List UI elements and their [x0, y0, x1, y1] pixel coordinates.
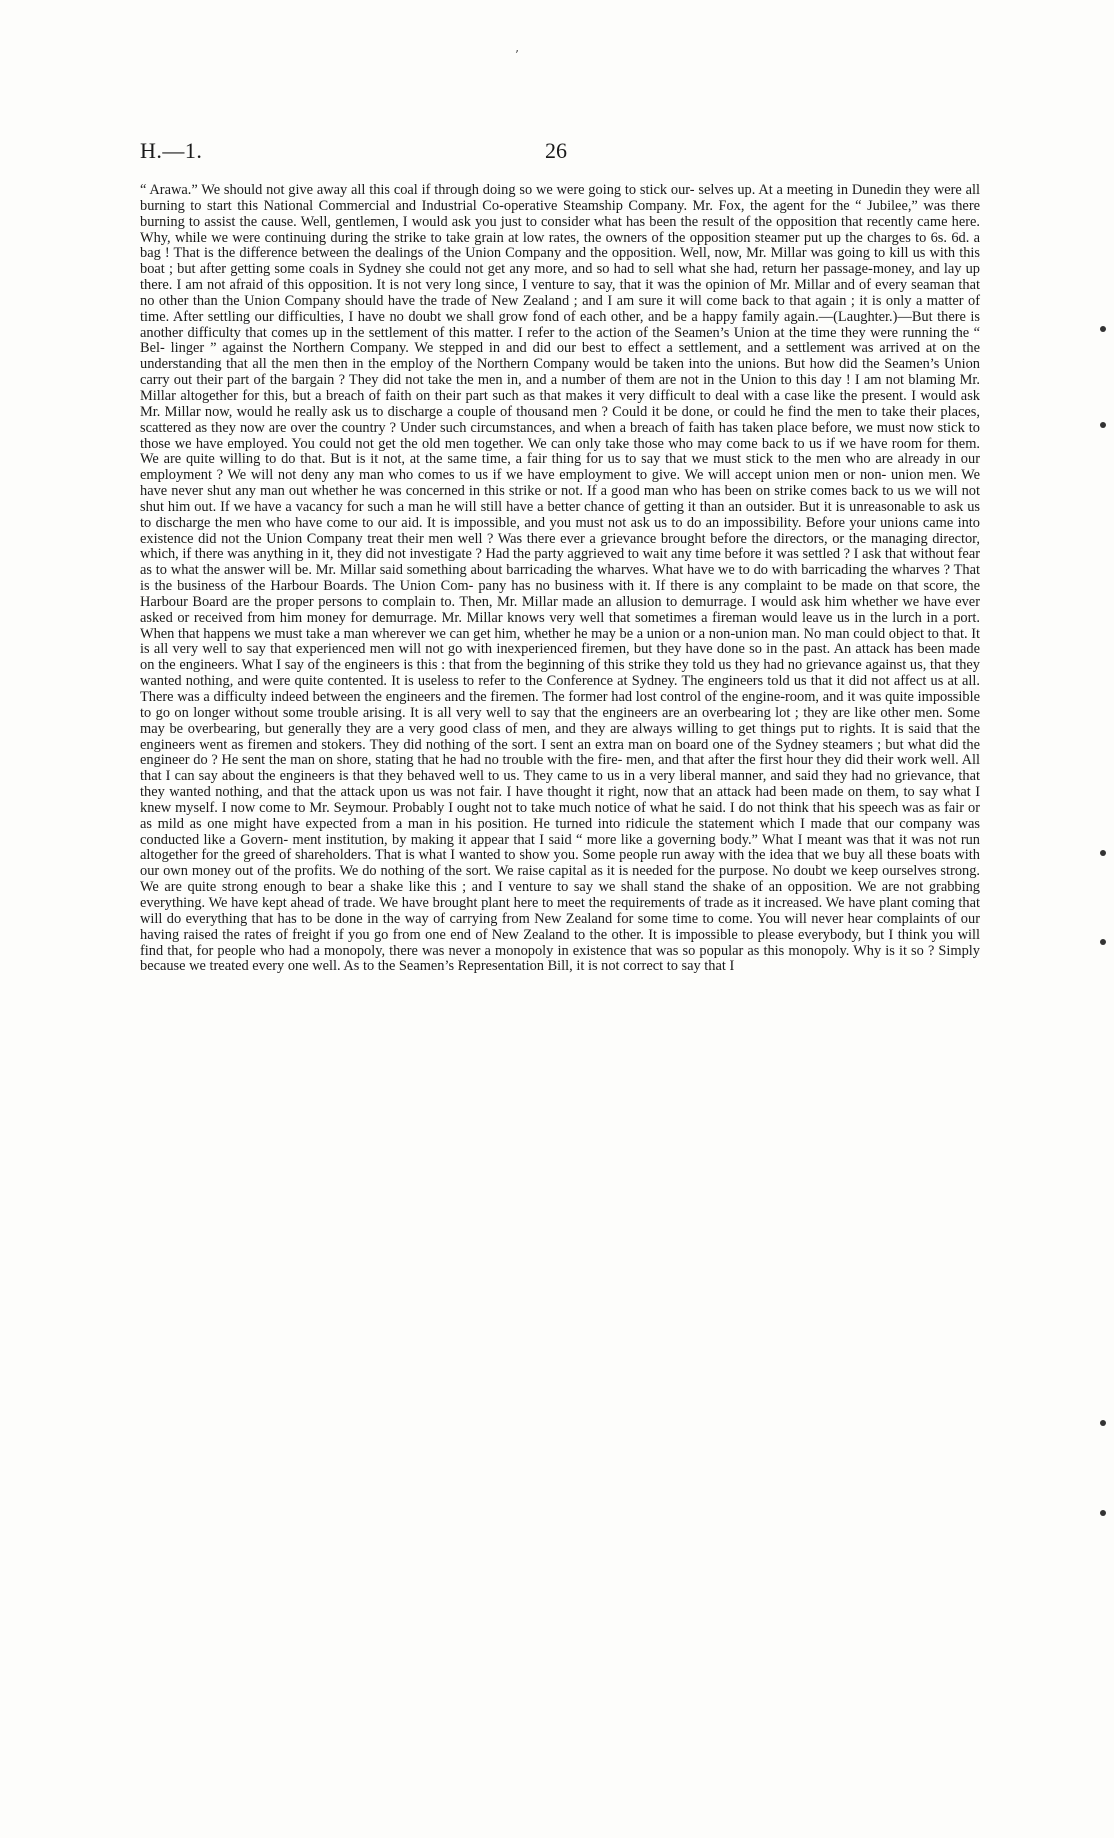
binding-hole-mark — [1100, 1510, 1106, 1516]
section-reference: H.—1. — [140, 138, 203, 163]
page-header — [140, 138, 980, 168]
binding-hole-mark — [1100, 1420, 1106, 1426]
binding-hole-mark — [1100, 326, 1106, 332]
page-number: 26 — [545, 138, 567, 163]
stray-ink-mark: ’ — [515, 48, 519, 62]
binding-hole-mark — [1100, 939, 1106, 945]
binding-hole-mark — [1100, 850, 1106, 856]
body-paragraph: “ Arawa.” We should not give away all this coal if through doing so we were going to stick our- selves up. At a meeting in Dunedin they were all burning to start this National Commercial and Industrial Co-operative Steamship Company. Mr. Fox, the agent for the “ Jubilee,” was there burning to assist the cause. Well, gentlemen, I would ask you just to consider what has been the result of the opposition that recently came here. Why, while we were continuing during the strike to take grain at low rates, the owners of the opposition steamer put up the charges to 6s. 6d. a bag ! That is the difference between the dealings of the Union Company and the opposition. Well, now, Mr. Millar was going to kill us with this boat ; but after getting some coals in Sydney she could not get any more, and so had to sell what she had, return her passage-money, and lay up there. I am not afraid of this opposition. It is not very long since, I venture to say, that it was the opinion of Mr. Millar and of every seaman that no other than the Union Company should have the trade of New Zealand ; and I am sure it will come back to that again ; it is only a matter of time. After settling our difficulties, I have no doubt we shall grow fond of each other, and be a happy family again.—(Laughter.)—But there is another difficulty that comes up in the settlement of this matter. I refer to the action of the Seamen’s Union at the time they were running the “ Bel- linger ” against the Northern Company. We stepped in and did our best to effect a settlement, and a settlement was arrived at on the understanding that all the men then in the employ of the Northern Company would be taken into the unions. But how did the Seamen’s Union carry out their part of the bargain ? They did not take the men in, and a number of them are not in the Union to this day ! I am not blaming Mr. Millar altogether for this, but a breach of faith on their part such as that makes it very difficult to deal with a case like the present. I would ask Mr. Millar now, would he really ask us to discharge a couple of thousand men ? Could it be done, or could he find the men to take their places, scattered as they now are over the country ? Under such circumstances, and when a breach of faith has taken place before, we must now stick to those we have employed. You could not get the old men together. We can only take those who may come back to us if we have room for them. We are quite willing to do that. But is it not, at the same time, a fair thing for us to say that we must stick to the men who are already in our employment ? We will not deny any man who comes to us if we have employment to give. We will accept union men or non- union men. We have never shut any man out whether he was concerned in this strike or not. If a good man who has been on strike comes back to us we will not shut him out. If we have a vacancy for such a man he will still have a better chance of getting it than an outsider. But it is unreasonable to ask us to discharge the men who have come to our aid. It is impossible, and you must not ask us to do an impossibility. Before your unions came into existence did not the Union Company treat their men well ? Was there ever a grievance brought before the directors, or the managing director, which, if there was anything in it, they did not investigate ? Had the party aggrieved to wait any time before it was settled ? I ask that without fear as to what the answer will be. Mr. Millar said something about barricading the wharves. What have we to do with barricading the wharves ? That is the business of the Harbour Boards. The Union Com- pany has no business with it. If there is any complaint to be made on that score, the Harbour Board are the proper persons to complain to. Then, Mr. Millar made an allusion to demurrage. I would ask him whether we have ever asked or received from him money for demurrage. Mr. Millar knows very well that sometimes a fireman would leave us in the lurch in a port. When that happens we must take a man wherever we can get him, whether he may be a union or a non-union man. No man could object to that. It is all very well to say that experienced men will not go with inexperienced firemen, but they have done so in the past. An attack has been made on the engineers. What I say of the engineers is this : that from the beginning of this strike they told us they had no grievance against us, that they wanted nothing, and were quite contented. It is useless to refer to the Conference at Sydney. The engineers told us that it did not affect us at all. There was a difficulty indeed between the engineers and the firemen. The former had lost control of the engine-room, and it was quite impossible to go on longer without some trouble arising. It is all very well to say that the engineers are an overbearing lot ; they are like other men. Some may be overbearing, but generally they are a very good class of men, and they are always willing to get things put to rights. It is said that the engineers went as firemen and stokers. They did nothing of the sort. I sent an extra man on board one of the Sydney steamers ; but what did the engineer do ? He sent the man on shore, stating that he had no trouble with the fire- men, and that after the first hour they did their work well. All that I can say about the engineers is that they behaved well to us. They came to us in a very liberal manner, and said they had no grievance, that they wanted nothing, and that the attack upon us was not fair. I have thought it right, now that an attack had been made on them, to say what I knew myself. I now come to Mr. Seymour. Probably I ought not to take much notice of what he said. I do not think that his speech was as fair or as mild as one might have expected from a man in his position. He turned into ridicule the statement which I made that our company was conducted like a Govern- ment institution, by making it appear that I said “ more like a governing body.” What I meant was that it was not run altogether for the greed of shareholders. That is what I wanted to show you. Some people run away with the idea that we buy all these boats with our own money out of the profits. We do nothing of the sort. We raise capital as it is needed for the purpose. No doubt we keep ourselves strong. We are quite strong enough to bear a shake like this ; and I venture to say we shall stand the shake of an opposition. We are not grabbing everything. We have kept ahead of trade. We have brought plant here to meet the requirements of trade as it increased. We have plant coming that will do everything that has to be done in the way of carrying from New Zealand for some time to come. You will never hear complaints of our having raised the rates of freight if you go from one end of New Zealand to the other. It is impossible to please everybody, but I think you will find that, for people who had a monopoly, there was never a monopoly in existence that was so popular as this monopoly. Why is it so ? Simply because we treated every one well. As to the Seamen’s Representation Bill, it is not correct to say that I — [140, 182, 980, 975]
binding-hole-mark — [1100, 422, 1106, 428]
